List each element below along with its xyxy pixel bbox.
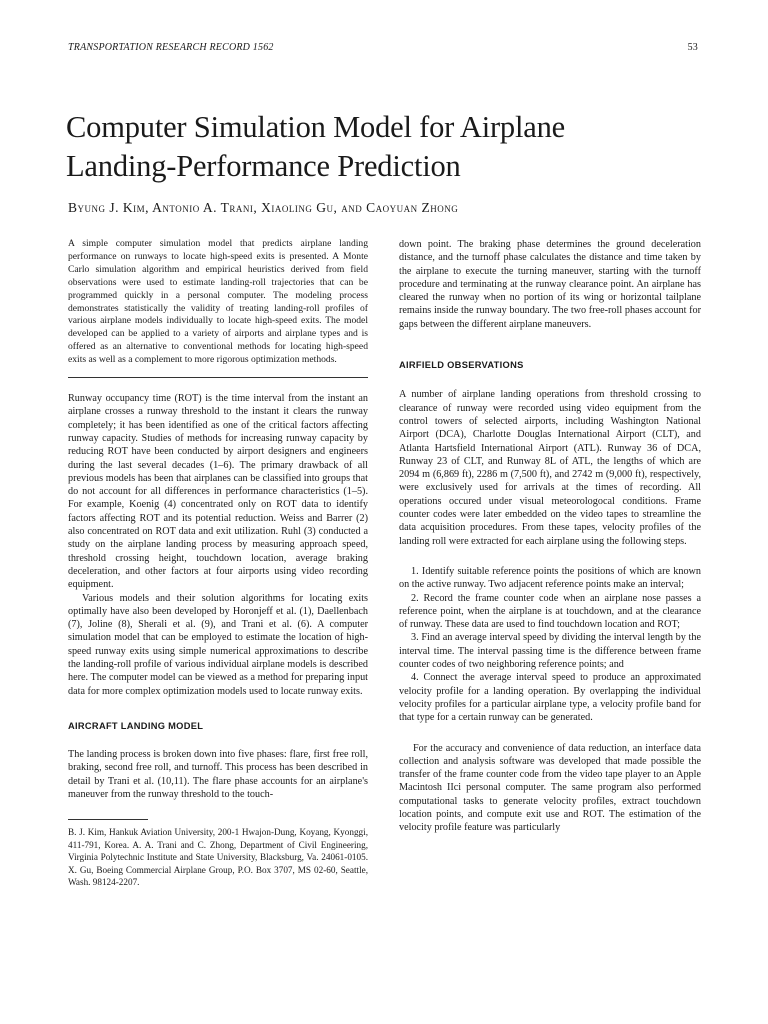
author-affiliations-footnote: B. J. Kim, Hankuk Aviation University, 200-1 Hwajon-Dung, Koyang, Kyonggi, 411-791, Korea. A. A. Trani and C. Zhong, Department of Civil Engineering, Virginia Polytechnic Institute and State University, Blacksburg, Va. 24061-0105. X. Gu, Boeing Commercial Airplane Group, P.O. Box 3707, MS 02-60, Seattle, Wash. 98124-2207. xyxy=(68,827,368,887)
right-column xyxy=(399,238,701,835)
running-head xyxy=(68,42,698,53)
page-number: 53 xyxy=(687,42,698,53)
title-line-2: Landing-Performance Prediction xyxy=(66,149,461,183)
landing-paragraph-1-continued: down point. The braking phase determines the ground deceleration distance, and the turnoff phase calculates the distance and time taken by the airplane to execute the turning maneuver, starting with the turnoff procedure and terminating at the runway clearance point. An airplane has cleared the runway when no portion of its wing or horizontal tailplane remains inside the runway boundary. The two free-roll phases account for gaps between the different airplane maneuvers. xyxy=(399,239,701,330)
step-item-2: 2. Record the frame counter code when an airplane nose passes a reference point, when the airplane is at touchdown, and at the clearance of runway. These data are used to find touchdown location and ROT; xyxy=(399,592,701,631)
step-item-4: 4. Connect the average interval speed to produce an approximated velocity profile for a landing operation. By overlapping the individual velocity profiles for a particular airplane type, a velocity profile band for that type for a certain runway can be generated. xyxy=(399,672,701,724)
intro-paragraph-2: Various models and their solution algorithms for locating exits optimally have also been developed by Horonjeff et al. (1), Daellenbach (7), Joline (8), Sherali et al. (9), and Trani et al. (6). A computer simulation model that can be employed to estimate the location of high-speed runway exits using simple numerical approximations to describe the landing-roll profile of various individual airplane models is described here. The computer model can be viewed as a method for preparing input data for more complex optimization models used to locate runway exits. xyxy=(68,592,368,697)
abstract-divider xyxy=(68,377,368,378)
intro-paragraph-1: Runway occupancy time (ROT) is the time interval from the instant an airplane crosses a runway threshold to the instant it clears the runway completely; it has been identified as one of the critical factors affecting runway capacity. Studies of methods for increasing runway capacity by reducing ROT have been conducted by airport designers and engineers during the last several decades (1–6). The primary drawback of all previous models has been that airplanes can be classified into groups that do not account for all differences in performance characteristics (1–5). For example, Koenig (4) concentrated only on ROT data to identify factors affecting ROT and its potential reduction. Weiss and Barrer (2) also concentrated on ROT data and exit utilization. Ruhl (3) conducted a study on the airplane landing process by measuring approach speed, threshold crossing height, touchdown location, average braking deceleration, and other factors at four airports using video recording equipment. xyxy=(68,393,368,591)
section-heading-aircraft-landing-model: AIRCRAFT LANDING MODEL xyxy=(68,720,204,731)
author-list: Byung J. Kim, Antonio A. Trani, Xiaoling Gu, and Caoyuan Zhong xyxy=(68,200,459,215)
step-item-3: 3. Find an average interval speed by dividing the interval length by the interval time. The interval passing time is the difference between frame counter codes of two neighboring reference points; and xyxy=(399,632,701,671)
airfield-paragraph-1: A number of airplane landing operations from threshold crossing to clearance of runway were recorded using video equipment from the control towers of selected airports, including Washington National Airport (DCA), Charlotte Douglas International Airport (CLT), and Atlanta Hartsfield International Airport (ATL). Runway 36 of DCA, Runway 23 of CLT, and Runway 8L of ATL, the lengths of which are 2094 m (6,869 ft), 2286 m (7,500 ft), and 2742 m (9,000 ft), respectively, were exclusively used for arrivals at the times of recording. All operations occured under visual meteorologocal conditions. Frame counter codes were later embedded on the video tapes to streamline the data acquisition procedures. From these tapes, velocity profiles of the landing roll were extracted for each airplane using the following steps. xyxy=(399,389,701,547)
paper-title xyxy=(66,108,706,186)
title-line-1: Computer Simulation Model for Airplane xyxy=(66,110,565,144)
landing-paragraph-1: The landing process is broken down into five phases: flare, first free roll, braking, second free roll, and turnoff. This process has been described in detail by Trani et al. (10,11). The flare phase accounts for an airplane's maneuver from the runway threshold to the touch- xyxy=(68,749,368,801)
section-heading-airfield-observations: AIRFIELD OBSERVATIONS xyxy=(399,360,524,371)
journal-name: TRANSPORTATION RESEARCH RECORD 1562 xyxy=(68,42,274,53)
airfield-paragraph-2: For the accuracy and convenience of data reduction, an interface data collection and analysis software was developed that made possible the transfer of the frame counter code from the video tape player to an Apple Macintosh IIci personal computer. The same program also performed computational tasks to generate velocity profiles, extract touchdown location points, and compute exit use and ROT. The estimation of the velocity profile feature was particularly xyxy=(399,742,701,834)
abstract: A simple computer simulation model that predicts airplane landing performance on runways to locate high-speed exits is presented. A Monte Carlo simulation algorithm and empirical heuristics derived from field observations were used to estimate landing-roll trajectories that can be programmed quickly in a personal computer. The modeling process demonstrates statistically the validity of treating landing-roll profiles of various airplane models individually to locate high-speed exits. The model developed can be applied to a variety of airports and airplane types and is offered as an alternative to conventional methods for locating high-speed exits as well as a complement to more rigorous optimization methods. xyxy=(68,238,368,366)
footnote-divider xyxy=(68,819,148,820)
left-column xyxy=(68,238,368,888)
step-item-1: 1. Identify suitable reference points the positions of which are known on the active runway. Two adjacent reference points make an interval; xyxy=(399,565,701,591)
